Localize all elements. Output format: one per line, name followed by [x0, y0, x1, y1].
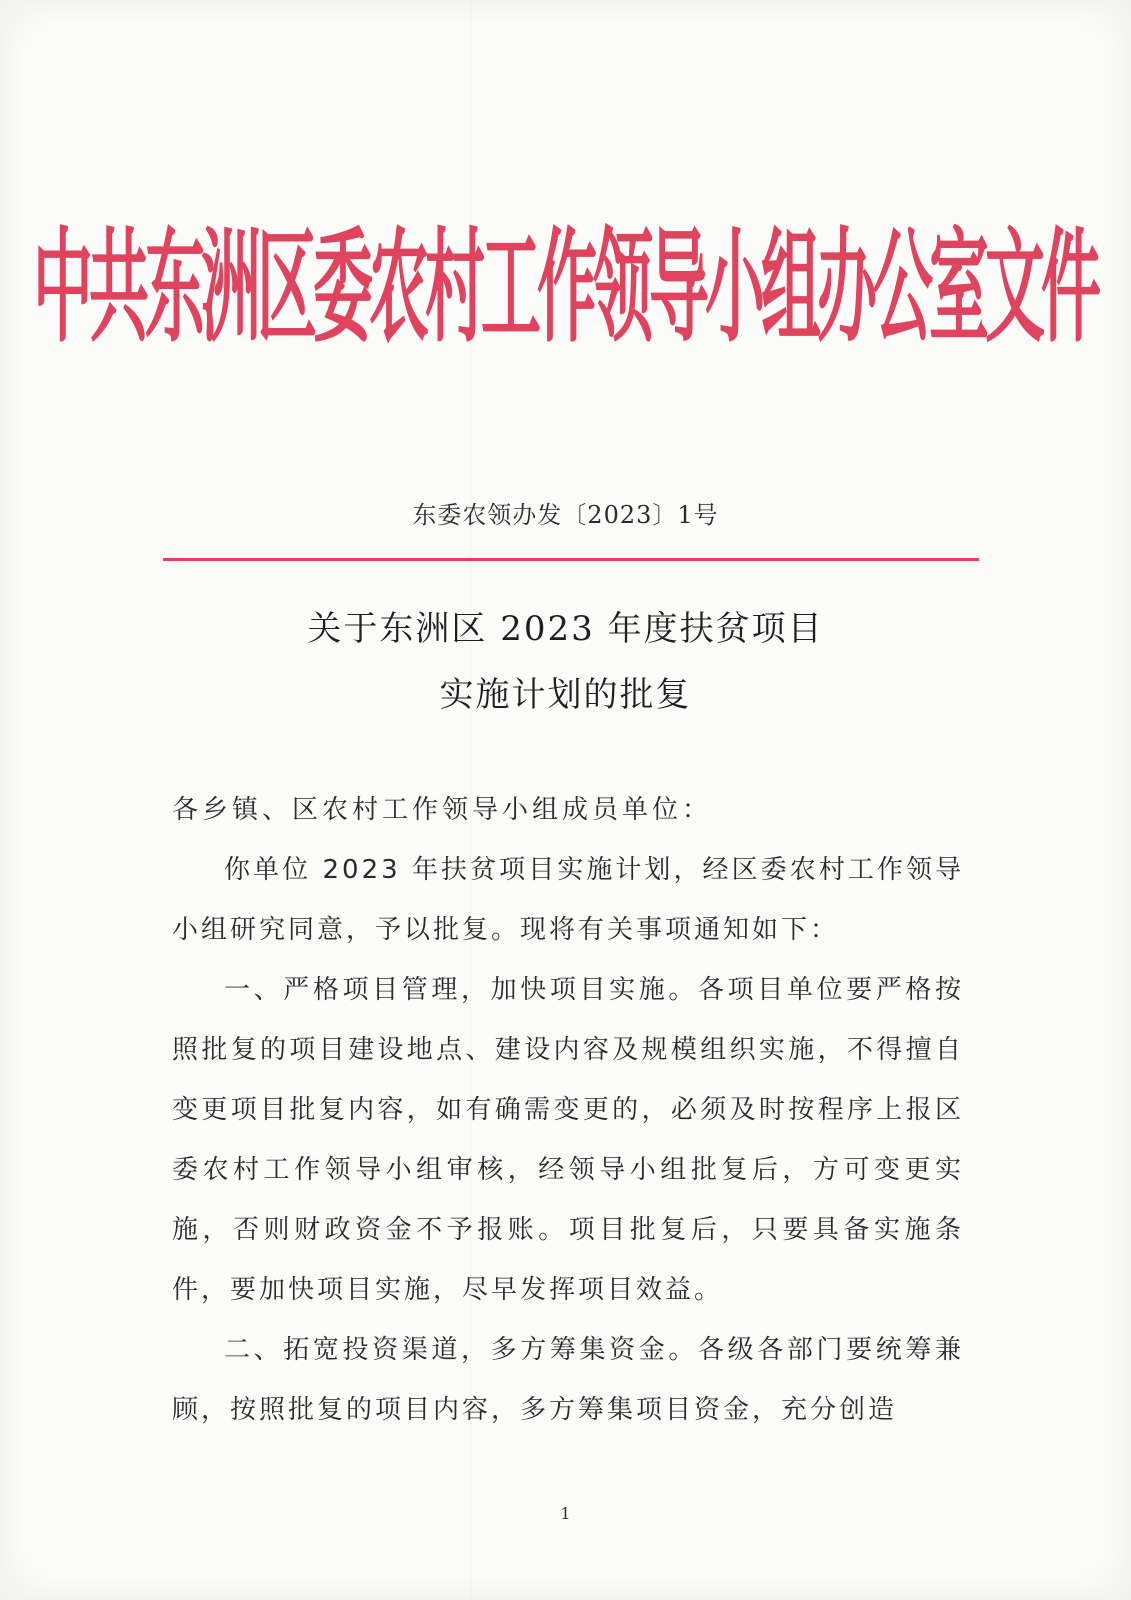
document-title-line-1: 关于东洲区 2023 年度扶贫项目 [307, 609, 824, 649]
issuing-authority-header: 中共东洲区委农村工作领导小组办公室文件 [33, 216, 1097, 360]
document-title-line-2: 实施计划的批复 [439, 675, 692, 715]
red-separator-rule [163, 558, 979, 561]
document-number: 东委农领办发〔2023〕1号 [412, 501, 719, 529]
page-number: 1 [560, 1504, 571, 1523]
document-body [172, 780, 964, 1440]
body-paragraph-2: 一、严格项目管理，加快项目实施。各项目单位要严格按照批复的项目建设地点、建设内容及规模组织实施，不得擅自变更项目批复内容，如有确需变更的，必须及时按程序上报区委农村工作领导小组审核，经领导小组批复后，方可变更实施，否则财政资金不予报账。项目批复后，只要具备实施条件，要加快项目实施，尽早发挥项目效益。 [172, 975, 964, 1305]
body-paragraph-3: 二、拓宽投资渠道，多方筹集资金。各级各部门要统筹兼顾，按照批复的项目内容，多方筹集项目资金，充分创造 [172, 1335, 964, 1425]
document-title [0, 596, 1131, 728]
body-paragraph-1: 你单位 2023 年扶贫项目实施计划，经区委农村工作领导小组研究同意，予以批复。现将有关事项通知如下： [172, 855, 964, 945]
salutation: 各乡镇、区农村工作领导小组成员单位： [172, 795, 713, 825]
